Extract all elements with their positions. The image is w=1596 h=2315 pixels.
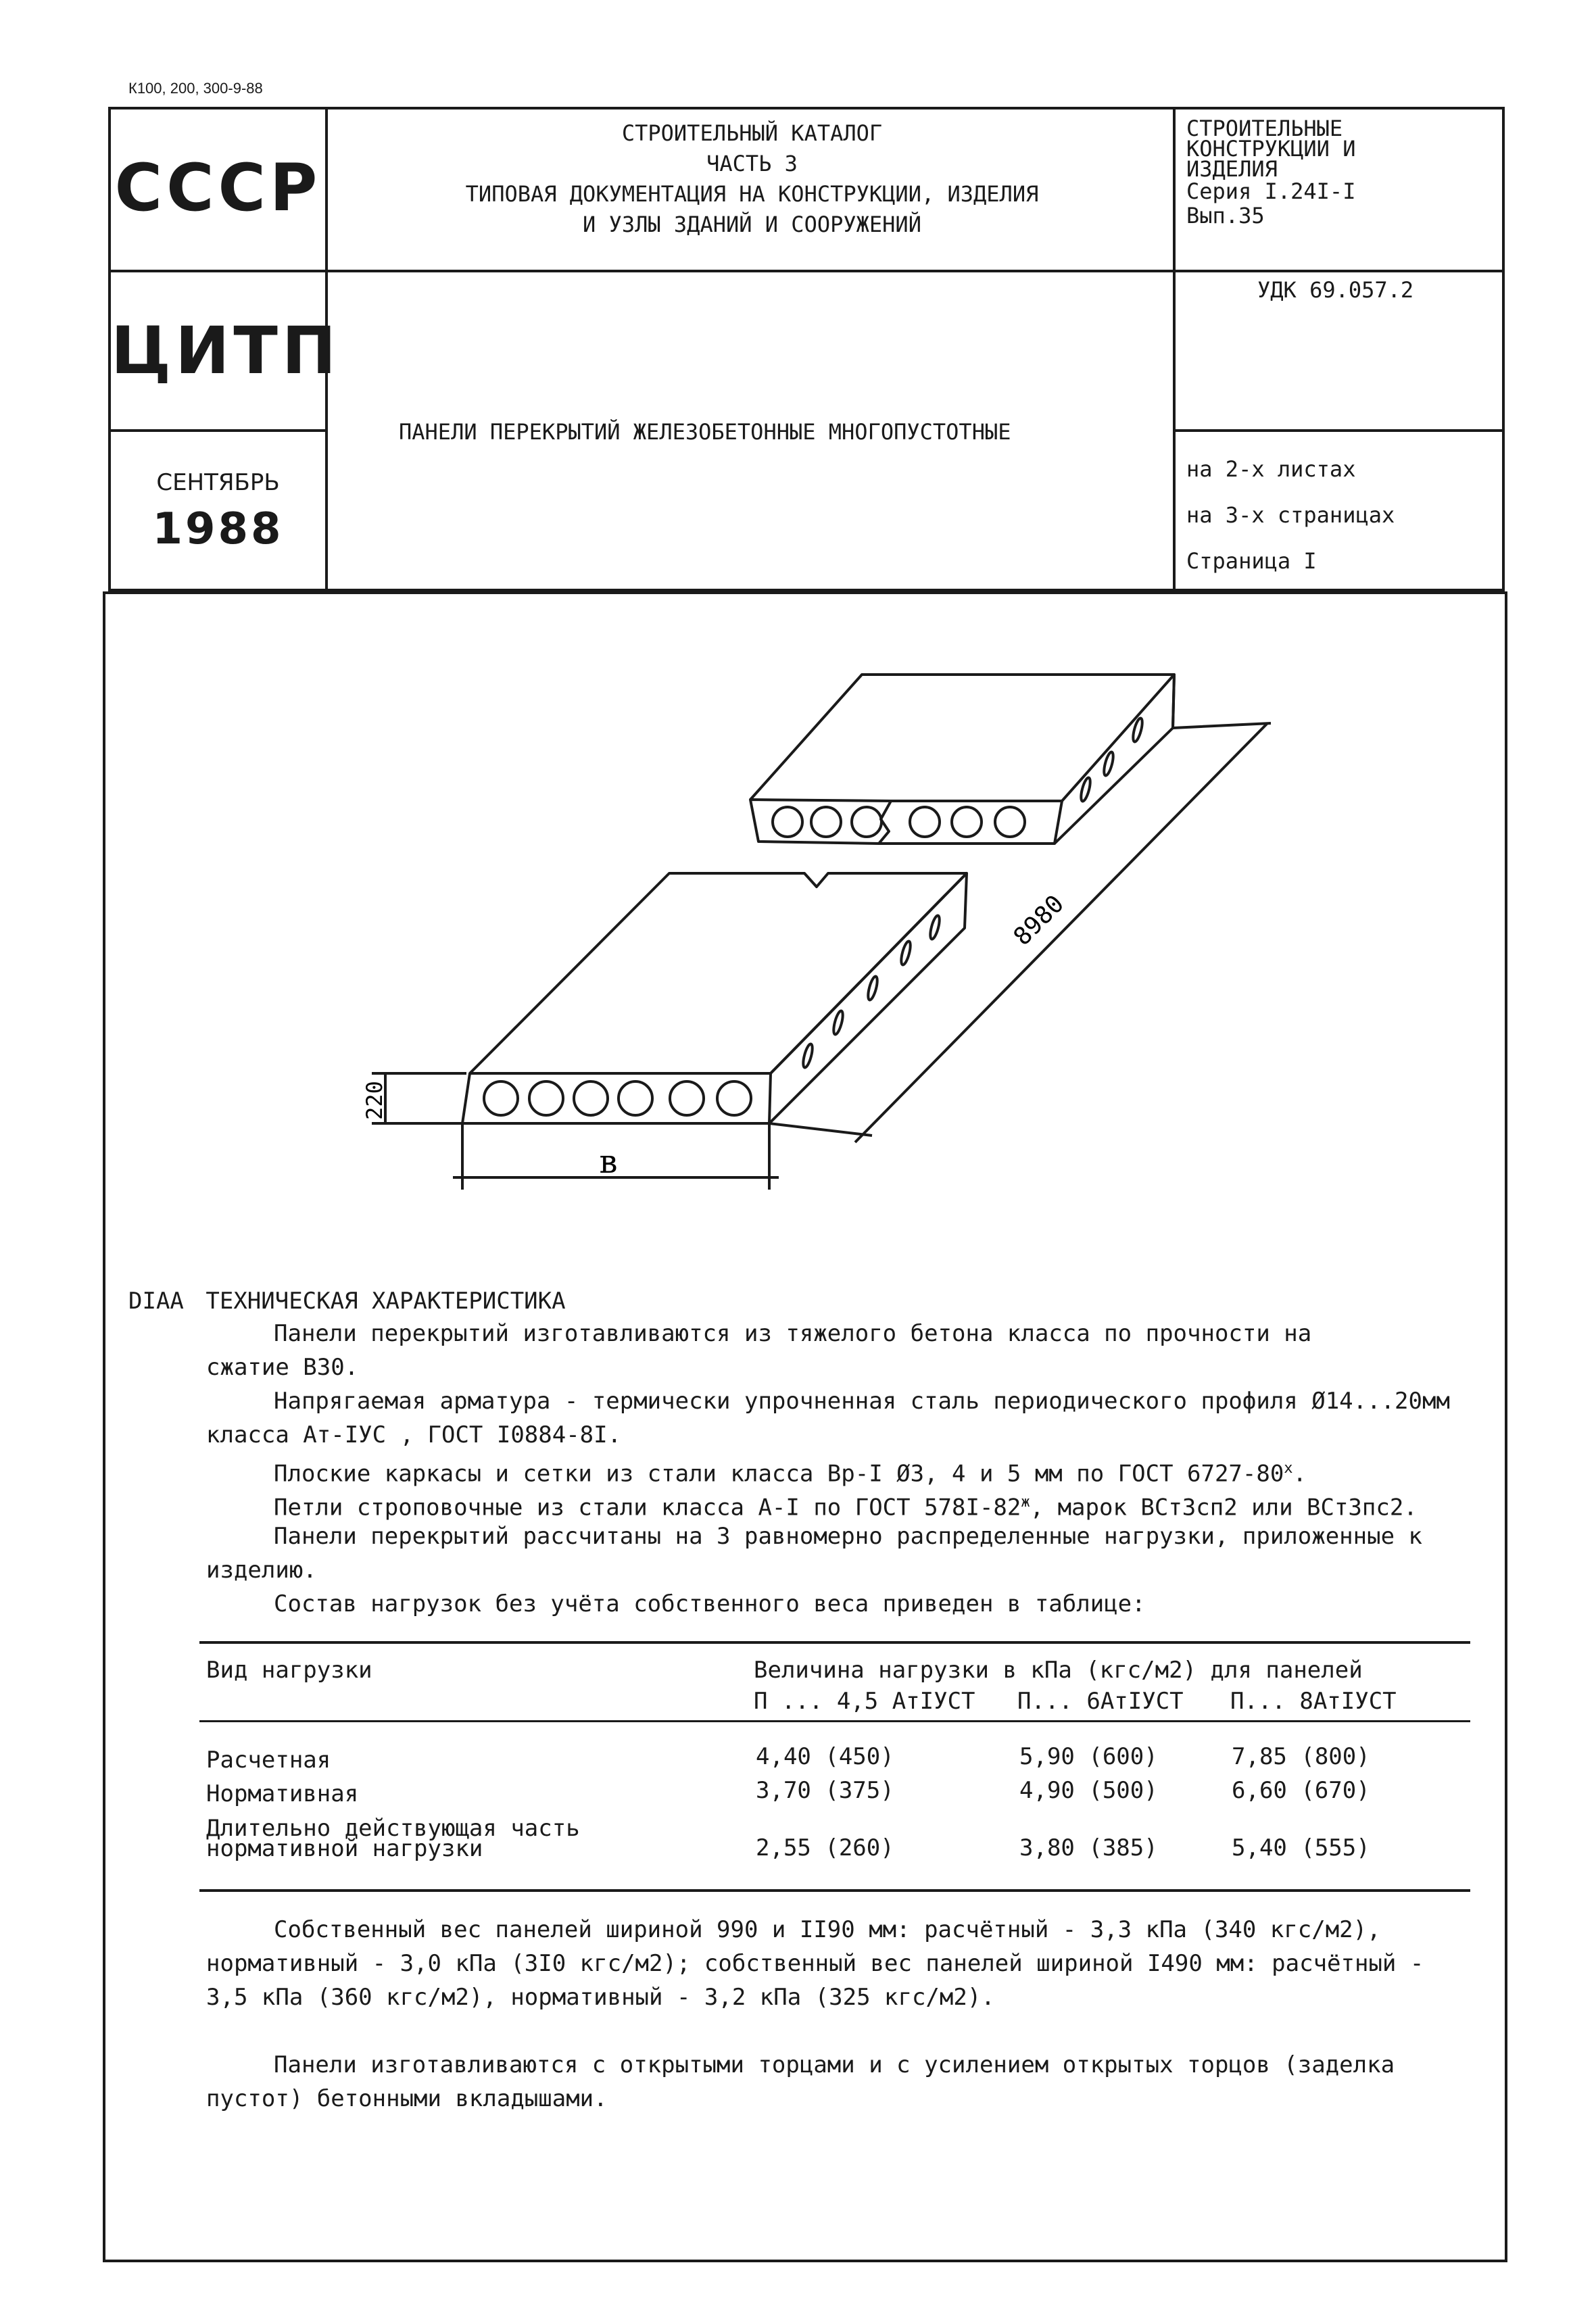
paragraph-4-end: , марок ВСт3сп2 или ВСт3пс2. [1030,1494,1418,1521]
catalog-line-4: И УЗЛЫ ЗДАНИЙ И СООРУЖЕНИЙ [583,212,921,237]
table-sub-header-1: П ... 4,5 АтIУСТ [754,1688,975,1715]
dim-width-label: в [599,1143,618,1181]
frame-bottom [103,2260,1507,2262]
paragraph-2b: класса Ат-IУС , ГОСТ I0884-8I. [206,1421,622,1448]
section-line-2: КОНСТРУКЦИИ И [1186,136,1356,162]
footer-1b: нормативный - 3,0 кПа (3I0 кгс/м2); собственный вес панелей шириной I490 мм: расчётный - [206,1950,1424,1977]
paragraph-1a: Панели перекрытий изготавливаются из тяжелого бетона класса по прочности на [274,1320,1312,1347]
logo-citp: ЦИТП [111,313,341,389]
row-3-name: Длительно действующая часть [206,1815,580,1842]
paragraph-3-end: . [1292,1460,1307,1488]
row-3-value-1: 2,55 (260) [756,1834,894,1861]
far-panel-side [1055,675,1174,844]
near-panel-front [462,1073,771,1123]
section-line-1: СТРОИТЕЛЬНЫЕ [1186,116,1343,141]
paragraph-5a: Панели перекрытий рассчитаны на 3 равномерно распределенные нагрузки, приложенные к [274,1523,1422,1550]
document-code: К100, 200, 300-9-88 [128,80,263,97]
table-bottom-rule [199,1889,1470,1892]
row-1-value-3: 7,85 (800) [1232,1743,1370,1770]
section-line-3: ИЗДЕЛИЯ [1186,156,1278,182]
paragraph-4-sup: ж [1021,1494,1030,1511]
paragraph-6: Состав нагрузок без учёта собственного веса приведен в таблице: [274,1590,1146,1617]
row-2-value-3: 6,60 (670) [1232,1777,1370,1804]
dim-height-label: 220 [362,1081,387,1120]
paragraph-4-text: Петли строповочные из стали класса А-I по ГОСТ 578I-82 [274,1494,1021,1521]
section-code: DIAA [128,1288,184,1315]
paragraph-5b: изделию. [206,1557,317,1584]
udk-code: УДК 69.057.2 [1257,277,1414,303]
row-2-name: Нормативная [206,1780,359,1807]
near-panel-top [470,873,967,1073]
catalog-line-1: СТРОИТЕЛЬНЫЙ КАТАЛОГ [621,120,883,146]
table-sub-header-3: П... 8АтIУСТ [1230,1688,1397,1715]
document-title: ПАНЕЛИ ПЕРЕКРЫТИЙ ЖЕЛЕЗОБЕТОННЫЕ МНОГОПУСТОТНЫЕ [399,419,1011,445]
far-panel-top-face [750,675,1174,800]
footer-1a: Собственный вес панелей шириной 990 и II90 мм: расчётный - 3,3 кПа (340 кгс/м2), [274,1916,1381,1943]
paragraph-4 [274,1489,1418,1521]
row-2-value-2: 4,90 (500) [1019,1777,1158,1804]
row-3-value-3: 5,40 (555) [1232,1834,1370,1861]
paragraph-3 [274,1455,1307,1487]
table-top-rule [199,1641,1470,1644]
row-1-name: Расчетная [206,1747,331,1774]
row-3-name-line-2: нормативной нагрузки [206,1835,483,1862]
footer-2b: пустот) бетонными вкладышами. [206,2085,608,2112]
section-heading [128,1288,566,1315]
footer-2a: Панели изготавливаются с открытыми торцами и с усилением открытых торцов (заделка [274,2051,1395,2078]
page-number: Страница I [1186,548,1317,574]
catalog-line-2: ЧАСТЬ 3 [706,151,798,176]
row-1-value-1: 4,40 (450) [756,1743,894,1770]
month-label: СЕНТЯБРЬ [156,469,280,496]
pages-count: на 3-х страницах [1186,502,1395,528]
section-title: ТЕХНИЧЕСКАЯ ХАРАКТЕРИСТИКА [205,1288,566,1315]
catalog-line-3: ТИПОВАЯ ДОКУМЕНТАЦИЯ НА КОНСТРУКЦИИ, ИЗДЕЛИЯ [465,181,1039,207]
table-sub-header-2: П... 6АтIУСТ [1017,1688,1184,1715]
sheets-count: на 2-х листах [1186,456,1356,482]
row-3-value-2: 3,80 (385) [1019,1834,1158,1861]
table-col-type: Вид нагрузки [206,1657,372,1684]
paragraph-1b: сжатие В30. [206,1354,359,1381]
paragraph-2a: Напрягаемая арматура - термически упрочненная сталь периодического профиля Ø14...20мм [274,1388,1450,1415]
paragraph-3-sup: х [1284,1460,1293,1477]
row-1-value-2: 5,90 (600) [1019,1743,1158,1770]
footer-1c: 3,5 кПа (360 кгс/м2), нормативный - 3,2 кПа (325 кгс/м2). [206,1984,995,2011]
series-number: Серия I.24I-I [1186,178,1356,204]
year-label: 1988 [152,504,284,554]
issue-number: Вып.35 [1186,203,1265,228]
dim-length-label: 8980 [1008,890,1070,952]
logo-ussr: СССР [114,150,322,226]
table-col-value: Величина нагрузки в кПа (кгс/м2) для панелей [754,1657,1363,1684]
table-header-rule [199,1720,1470,1722]
paragraph-3-text: Плоские каркасы и сетки из стали класса Вр-I Ø3, 4 и 5 мм по ГОСТ 6727-80 [274,1460,1284,1488]
row-2-value-1: 3,70 (375) [756,1777,894,1804]
